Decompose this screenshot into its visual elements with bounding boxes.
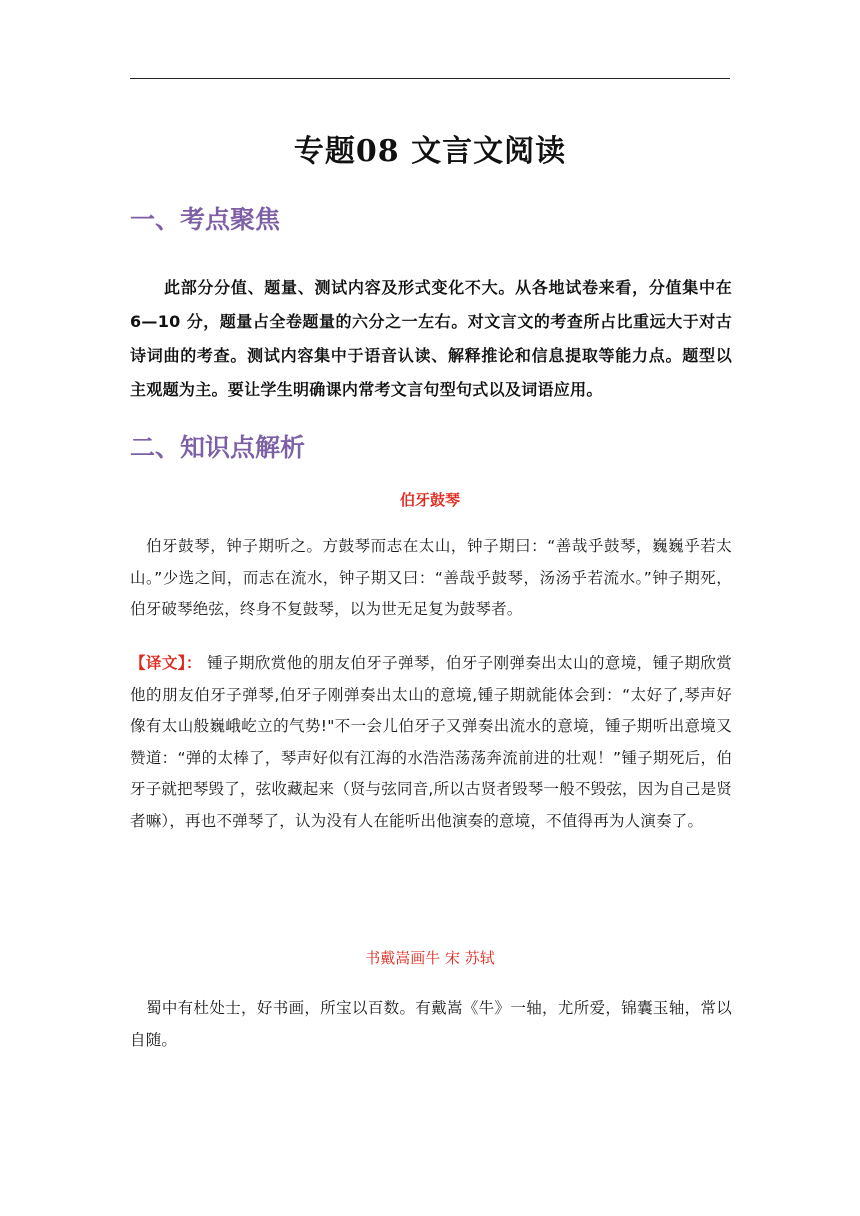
passage-title-boya: 伯牙鼓琴	[399, 491, 460, 509]
passage-text-daisong: 蜀中有杜处士，好书画，所宝以百数。有戴嵩《牛》一轴，尤所爱，锦囊玉轴，常以自随。	[130, 999, 732, 1049]
header-rule	[130, 78, 730, 79]
document-title: 专题08 文言文阅读	[293, 134, 567, 169]
translation-text: 锺子期欣赏他的朋友伯牙子弹琴，伯牙子刚弹奏出太山的意境，锺子期欣赏他的朋友伯牙子弹琴,伯牙子刚弹奏出太山的意境,锺子期就能体会到：“太好了,琴声好像有太山般巍峨屹立的气势!"不一会儿伯牙子又弹奏出流水的意境，锺子期听出意境又赞道：“弹的太棒了，琴声好似有江海的水浩浩荡荡奔流前进的壮观！”锺子期死后，伯牙子就把琴毁了，弦收藏起来（贤与弦同音,所以古贤者毁琴一般不毁弦，因为自己是贤者嘛），再也不弹琴了，认为没有人在能听出他演奏的意境，不值得再为人演奏了。	[130, 654, 732, 830]
translation-label: 【译文】：	[130, 654, 202, 672]
intro-paragraph: 此部分分值、题量、测试内容及形式变化不大。从各地试卷来看，分值集中在 6—10 分，题量占全卷题量的六分之一左右。对文言文的考查所占比重远大于对古诗词曲的考查。测试内容集中于语音认读、解释推论和信息提取等能力点。题型以主观题为主。要让学生明确课内常考文言句型句式以及词语应用。	[130, 278, 732, 399]
passage-title-daisong: 书戴嵩画牛 宋 苏轼	[365, 949, 495, 967]
passage-text-boya: 伯牙鼓琴，钟子期听之。方鼓琴而志在太山，钟子期曰：“善哉乎鼓琴，巍巍乎若太山。”少选之间，而志在流水，钟子期又曰：“善哉乎鼓琴，汤汤乎若流水。”钟子期死，伯牙破琴绝弦，终身不复鼓琴，以为世无足复为鼓琴者。	[130, 537, 732, 618]
section-heading-focus: 一、考点聚焦	[130, 205, 281, 234]
section-heading-analysis: 二、知识点解析	[130, 433, 306, 462]
translation-paragraph	[130, 648, 732, 837]
